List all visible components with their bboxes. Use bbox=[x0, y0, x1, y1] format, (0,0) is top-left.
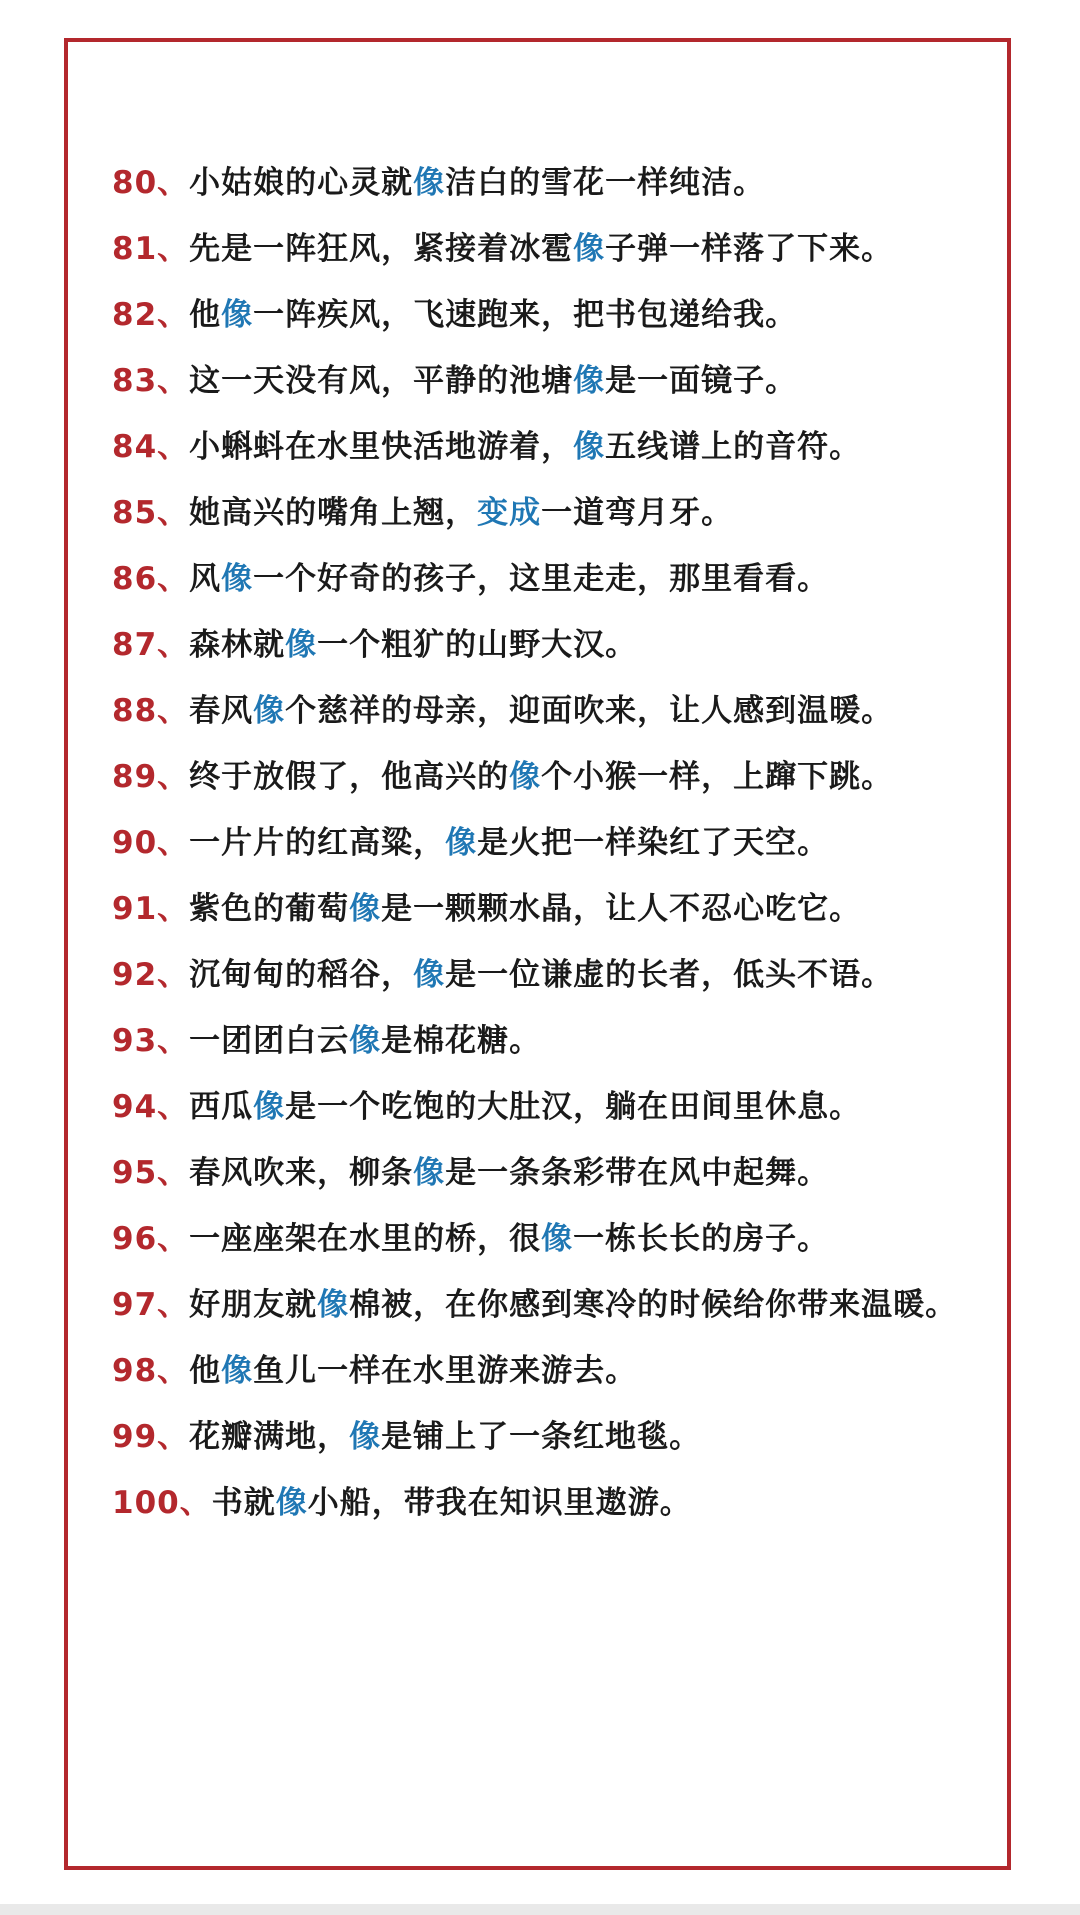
sentence-item bbox=[112, 1338, 972, 1404]
highlight-word: 像 bbox=[317, 1287, 350, 1323]
sentence-text: 小蝌蚪在水里快活地游着， bbox=[189, 429, 574, 465]
sentence-text: 小姑娘的心灵就 bbox=[189, 165, 414, 201]
sentence-number: 90、 bbox=[112, 825, 190, 861]
sentence-number: 89、 bbox=[112, 759, 190, 795]
sentence-text: 一个好奇的孩子，这里走走，那里看看。 bbox=[253, 561, 830, 597]
sentence-text: 棉被，在你感到寒冷的时候给你带来温暖。 bbox=[349, 1287, 958, 1323]
sentence-text: 是一位谦虚的长者，低头不语。 bbox=[445, 957, 894, 993]
sentence-item bbox=[112, 1272, 972, 1338]
highlight-word: 变成 bbox=[477, 495, 542, 531]
sentence-text: 是一颗颗水晶，让人不忍心吃它。 bbox=[381, 891, 862, 927]
sentence-text: 森林就 bbox=[189, 627, 286, 663]
highlight-word: 像 bbox=[509, 759, 542, 795]
sentence-number: 87、 bbox=[112, 627, 190, 663]
sentence-item bbox=[112, 480, 972, 546]
highlight-word: 像 bbox=[221, 1353, 254, 1389]
sentence-number: 82、 bbox=[112, 297, 190, 333]
sentence-text: 鱼儿一样在水里游来游去。 bbox=[253, 1353, 638, 1389]
sentence-number: 97、 bbox=[112, 1287, 190, 1323]
sentence-number: 94、 bbox=[112, 1089, 190, 1125]
sentence-item bbox=[112, 810, 972, 876]
highlight-word: 像 bbox=[221, 561, 254, 597]
sentence-number: 95、 bbox=[112, 1155, 190, 1191]
sentence-number: 85、 bbox=[112, 495, 190, 531]
sentence-number: 83、 bbox=[112, 363, 190, 399]
sentence-number: 86、 bbox=[112, 561, 190, 597]
highlight-word: 像 bbox=[413, 1155, 446, 1191]
sentence-text: 一阵疾风，飞速跑来，把书包递给我。 bbox=[253, 297, 798, 333]
highlight-word: 像 bbox=[573, 363, 606, 399]
highlight-word: 像 bbox=[413, 957, 446, 993]
sentence-number: 98、 bbox=[112, 1353, 190, 1389]
sentence-text: 沉甸甸的稻谷， bbox=[189, 957, 414, 993]
highlight-word: 像 bbox=[445, 825, 478, 861]
sentence-text: 是棉花糖。 bbox=[381, 1023, 542, 1059]
sentence-text: 花瓣满地， bbox=[189, 1419, 350, 1455]
highlight-word: 像 bbox=[349, 1419, 382, 1455]
highlight-word: 像 bbox=[275, 1485, 308, 1521]
sentence-number: 99、 bbox=[112, 1419, 190, 1455]
sentence-item bbox=[112, 546, 972, 612]
sentence-text: 是一条条彩带在风中起舞。 bbox=[445, 1155, 830, 1191]
bottom-strip bbox=[0, 1904, 1080, 1915]
sentence-text: 一道弯月牙。 bbox=[541, 495, 734, 531]
sentence-item bbox=[112, 282, 972, 348]
sentence-item bbox=[112, 876, 972, 942]
sentence-text: 是一面镜子。 bbox=[605, 363, 798, 399]
sentence-list bbox=[112, 150, 972, 1536]
sentence-item bbox=[112, 744, 972, 810]
sentence-text: 春风吹来，柳条 bbox=[189, 1155, 414, 1191]
highlight-word: 像 bbox=[413, 165, 446, 201]
sentence-text: 他 bbox=[189, 1353, 222, 1389]
sentence-item bbox=[112, 216, 972, 282]
sentence-text: 这一天没有风，平静的池塘 bbox=[189, 363, 574, 399]
highlight-word: 像 bbox=[253, 1089, 286, 1125]
sentence-text: 春风 bbox=[189, 693, 254, 729]
sentence-text: 他 bbox=[189, 297, 222, 333]
sentence-number: 84、 bbox=[112, 429, 190, 465]
sentence-text: 终于放假了，他高兴的 bbox=[189, 759, 510, 795]
sentence-text: 洁白的雪花一样纯洁。 bbox=[445, 165, 766, 201]
sentence-text: 一团团白云 bbox=[189, 1023, 350, 1059]
sentence-item bbox=[112, 1008, 972, 1074]
sentence-item bbox=[112, 150, 972, 216]
sentence-text: 是一个吃饱的大肚汉，躺在田间里休息。 bbox=[285, 1089, 862, 1125]
sentence-number: 100、 bbox=[112, 1485, 212, 1521]
sentence-item bbox=[112, 1404, 972, 1470]
highlight-word: 像 bbox=[253, 693, 286, 729]
sentence-text: 好朋友就 bbox=[189, 1287, 318, 1323]
sentence-item bbox=[112, 678, 972, 744]
highlight-word: 像 bbox=[285, 627, 318, 663]
sentence-text: 小船，带我在知识里遨游。 bbox=[307, 1485, 692, 1521]
sentence-item bbox=[112, 348, 972, 414]
sentence-text: 书就 bbox=[211, 1485, 276, 1521]
sentence-text: 紫色的葡萄 bbox=[189, 891, 350, 927]
sentence-item bbox=[112, 1470, 972, 1536]
sentence-number: 81、 bbox=[112, 231, 190, 267]
highlight-word: 像 bbox=[573, 231, 606, 267]
sentence-text: 子弹一样落了下来。 bbox=[605, 231, 894, 267]
sentence-item bbox=[112, 414, 972, 480]
sentence-text: 风 bbox=[189, 561, 222, 597]
sentence-text: 一个粗犷的山野大汉。 bbox=[317, 627, 638, 663]
highlight-word: 像 bbox=[221, 297, 254, 333]
sentence-number: 92、 bbox=[112, 957, 190, 993]
sentence-number: 96、 bbox=[112, 1221, 190, 1257]
sentence-text: 西瓜 bbox=[189, 1089, 254, 1125]
sentence-text: 个慈祥的母亲，迎面吹来，让人感到温暖。 bbox=[285, 693, 894, 729]
sentence-number: 80、 bbox=[112, 165, 190, 201]
highlight-word: 像 bbox=[349, 891, 382, 927]
sentence-number: 88、 bbox=[112, 693, 190, 729]
sentence-text: 她高兴的嘴角上翘， bbox=[189, 495, 478, 531]
sentence-item bbox=[112, 942, 972, 1008]
sentence-item bbox=[112, 1140, 972, 1206]
sentence-text: 一栋长长的房子。 bbox=[573, 1221, 830, 1257]
sentence-text: 先是一阵狂风，紧接着冰雹 bbox=[189, 231, 574, 267]
highlight-word: 像 bbox=[541, 1221, 574, 1257]
sentence-number: 93、 bbox=[112, 1023, 190, 1059]
sentence-text: 一座座架在水里的桥，很 bbox=[189, 1221, 542, 1257]
highlight-word: 像 bbox=[349, 1023, 382, 1059]
sentence-text: 一片片的红高粱， bbox=[189, 825, 446, 861]
sentence-text: 五线谱上的音符。 bbox=[605, 429, 862, 465]
sentence-text: 是火把一样染红了天空。 bbox=[477, 825, 830, 861]
highlight-word: 像 bbox=[573, 429, 606, 465]
sentence-text: 是铺上了一条红地毯。 bbox=[381, 1419, 702, 1455]
sentence-item bbox=[112, 612, 972, 678]
sentence-number: 91、 bbox=[112, 891, 190, 927]
sentence-item bbox=[112, 1206, 972, 1272]
sentence-text: 个小猴一样，上蹿下跳。 bbox=[541, 759, 894, 795]
sentence-item bbox=[112, 1074, 972, 1140]
